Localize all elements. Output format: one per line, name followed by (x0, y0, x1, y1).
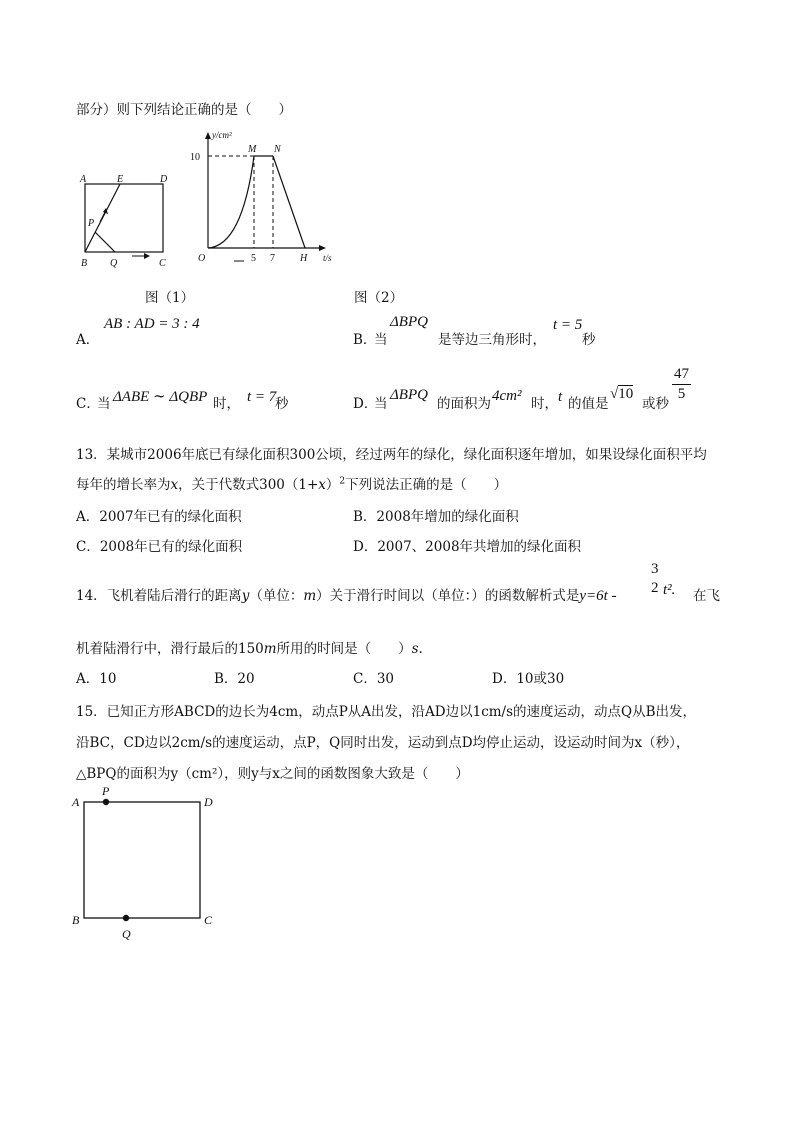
fig1-label-p: P (88, 218, 95, 229)
q13-line-2-b: ，关于代数式300（1+ (178, 477, 319, 493)
q13-option-a: A．2007年已有的绿化面积 (76, 509, 242, 525)
fig2-x-label: t/s (323, 253, 332, 263)
fig2-segment-nh (273, 156, 305, 248)
q12-intro: 部分）则下列结论正确的是（ ） (76, 102, 292, 118)
q15-line-3: △BPQ的面积为y（cm²），则y与x之间的函数图象大致是（ ） (76, 766, 469, 782)
fig2-curve-om (208, 156, 254, 248)
q13-line-2-c: ） (325, 477, 340, 493)
q12-option-d-t: t (558, 389, 563, 405)
q14-option-d: D．10或30 (492, 671, 565, 687)
fig1-label-c: C (159, 258, 166, 269)
q15-label-d: D (204, 795, 213, 809)
q14-line-2 (76, 637, 423, 657)
q14-formula-tail: t². (663, 582, 676, 598)
q12-option-c-letter: C． (76, 396, 100, 412)
fig1-label-a: A (80, 174, 87, 185)
q12-figure-2 (190, 128, 340, 268)
q15-square (84, 802, 200, 918)
fig1-label-b: B (81, 258, 88, 269)
q14-formula: y=6t - (579, 588, 617, 604)
q15-point-p (103, 799, 109, 805)
q14-line-2-b: 所用的时间是（ ） (276, 641, 412, 657)
q15-point-q (123, 915, 129, 921)
q13-var-x-2: x (318, 477, 326, 493)
q12-option-d-area: 4cm² (492, 388, 522, 404)
q13-var-x: x (170, 477, 179, 493)
fig1-arrowhead-q (144, 253, 150, 259)
fig2-point-m: M (248, 144, 257, 155)
fig1-segment-pq (95, 232, 115, 252)
fig1-label-d: D (160, 174, 168, 185)
q15-label-b: B (72, 913, 80, 927)
q12-option-b-letter: B． (353, 332, 377, 348)
q12-option-c-expr: ΔABE ∼ ΔQBP (113, 389, 208, 405)
q14-unit-s: s (411, 641, 419, 657)
q12-option-d-triangle: ΔBPQ (390, 387, 428, 403)
q14-line-1-b: （单位： (249, 588, 304, 604)
q12-option-d-pre: 当 (374, 396, 388, 412)
q14-unit-m-2: m (263, 641, 277, 657)
q15-label-p: P (102, 784, 110, 798)
fig2-x-tick-5: 5 (251, 253, 256, 264)
q13-option-b: B．2008年增加的绿化面积 (353, 509, 519, 525)
q12-option-d-sqrt (610, 386, 633, 403)
q15-label-q: Q (122, 927, 131, 941)
q12-option-d-mid2: 时， (531, 396, 558, 412)
q12-option-c-tval: t = 7 (247, 389, 277, 405)
q12-option-d-mid: 的面积为 (437, 396, 491, 412)
q12-option-d-mid3: 的值是 (568, 396, 609, 412)
q14-option-b: B．20 (214, 671, 255, 687)
q14-option-a: A．10 (76, 671, 117, 687)
q12-option-b-pre: 当 (374, 332, 388, 348)
q13-exponent: 2 (339, 476, 346, 487)
q15-label-a: A (72, 795, 80, 809)
q14-line-2-a: 机着陆滑行中，滑行最后的150 (76, 641, 264, 657)
q14-line-1-c: ）关于滑行时间以（单位：）的函数解析式是 (316, 588, 580, 604)
fig2-point-h: H (300, 253, 308, 264)
q14-fraction (649, 562, 661, 596)
q12-option-b-triangle: ΔBPQ (390, 314, 428, 330)
q12-option-d-or: 或秒 (642, 396, 669, 412)
q12-option-b-mid: 是等边三角形时， (438, 332, 546, 348)
q14-line-1-d: 在飞 (693, 588, 720, 604)
q12-option-d-frac-den: 5 (677, 386, 686, 402)
q14-line-2-end: . (418, 641, 423, 657)
q13-line-2-d: 下列说法正确的是（ ） (345, 477, 508, 493)
q14-frac-num: 3 (651, 561, 659, 577)
fig1-label-e: E (117, 174, 124, 185)
q14-line-1-a: 14．飞机着陆后滑行的距离 (76, 588, 242, 604)
q12-option-b-tval: t = 5 (553, 317, 583, 333)
q14-unit-m: m (303, 588, 317, 604)
fig1-rectangle (85, 184, 163, 252)
fig2-y-label: y/cm² (212, 130, 232, 140)
q13-option-d: D．2007、2008年共增加的绿化面积 (353, 539, 582, 555)
q14-var-y: y (241, 588, 250, 604)
q14-line-1 (76, 584, 617, 605)
fig1-caption: 图（1） (145, 290, 195, 306)
fig2-y-arrow (205, 132, 211, 139)
q14-frac-den: 2 (651, 580, 659, 596)
q12-option-a-expr: AB : AD = 3 : 4 (104, 316, 200, 332)
q13-line-2-a: 每年的增长率为 (76, 477, 171, 493)
fig2-x-arrow (319, 245, 326, 251)
fig2-origin: O (198, 253, 206, 264)
q13-option-c: C．2008年已有的绿化面积 (76, 539, 243, 555)
sqrt-icon: √ (610, 386, 619, 402)
fig2-point-n: N (274, 144, 281, 155)
fig2-caption: 图（2） (354, 290, 404, 306)
fig2-x-tick-7: 7 (270, 253, 275, 264)
q12-option-a-letter: A． (76, 332, 100, 348)
q12-option-c-pre: 当 (97, 396, 111, 412)
q13-line-2 (76, 473, 507, 493)
fig1-label-q: Q (110, 258, 118, 269)
q12-option-d-frac-num: 47 (672, 367, 691, 385)
q15-line-1: 15．已知正方形ABCD的边长为4cm，动点P从A出发，沿AD边以1cm/s的速度运动，动点Q从B出发， (76, 704, 697, 720)
q15-label-c: C (204, 913, 213, 927)
q12-figure-1 (72, 170, 182, 270)
q12-option-d-fraction (672, 367, 691, 402)
q15-line-2: 沿BC，CD边以2cm/s的速度运动，点P，Q同时出发，运动到点D均停止运动，设运动时间为x（秒）， (76, 735, 690, 751)
q13-line-1: 13．某城市2006年底已有绿化面积300公顷，经过两年的绿化，绿化面积逐年增加，如果设绿化面积平均 (76, 447, 707, 463)
q14-option-c: C．30 (353, 671, 395, 687)
q12-option-c-mid: 时， (213, 396, 240, 412)
q12-option-b-post: 秒 (582, 332, 596, 348)
q15-figure (68, 782, 228, 942)
q12-option-c-post: 秒 (275, 396, 289, 412)
q12-option-d-letter: D． (353, 396, 378, 412)
q12-option-d-sqrt-value: 10 (618, 386, 634, 402)
fig2-y-tick-10: 10 (190, 152, 200, 163)
